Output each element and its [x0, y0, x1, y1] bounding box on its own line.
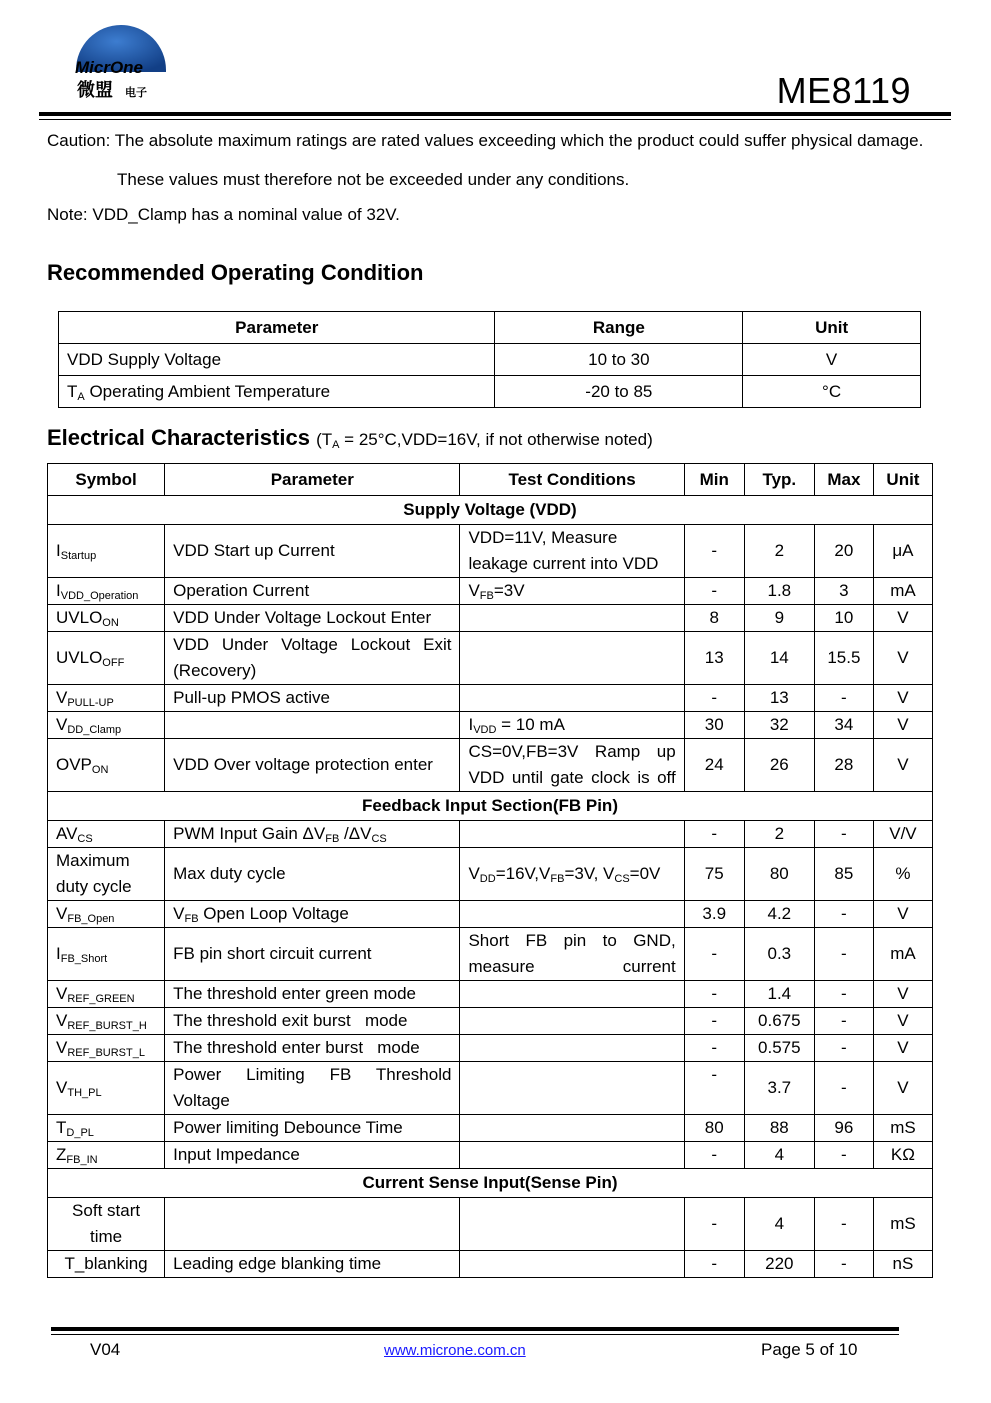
- table-row: [59, 376, 921, 408]
- rec-cell-param: VDD Supply Voltage: [59, 344, 495, 376]
- rec-title: Recommended Operating Condition: [47, 260, 424, 285]
- rec-cell-range: 10 to 30: [495, 344, 743, 376]
- rec-cell-param: $T_A$ Operating Ambient Temperature: [59, 376, 495, 408]
- col-max: Max: [814, 464, 873, 496]
- elec-table: [47, 463, 933, 1278]
- header-rule-thin: [39, 119, 951, 120]
- table-row: [59, 344, 921, 376]
- table-row: Soft start time - 4 - mS: [48, 1198, 933, 1251]
- table-row: $UVLO_{OFF}$ VDD Under Voltage Lockout Exit (Recovery) 13 14 15.5 V: [48, 632, 933, 685]
- table-row: $V_{PULL-UP}$ Pull-up PMOS active - 13 - V: [48, 685, 933, 712]
- col-unit: Unit: [873, 464, 932, 496]
- table-row: $Z_{FB\_IN}$ Input Impedance - 4 - KΩ: [48, 1142, 933, 1169]
- caution-line-2: These values must therefore not be exceeded under any conditions.: [117, 170, 630, 189]
- svg-text:电子: 电子: [125, 86, 147, 99]
- table-row: $I_{Startup}$ VDD Start up Current VDD=11V, Measure leakage current into VDD - 2 20 μA: [48, 525, 933, 578]
- model-number: ME8119: [776, 70, 911, 111]
- page-number: Page 5 of 10: [761, 1340, 858, 1359]
- note-line: Note: VDD_Clamp has a nominal value of 32V.: [47, 205, 400, 224]
- table-row: $V_{REF\_BURST\_H}$ The threshold exit burst mode - 0.675 - V: [48, 1008, 933, 1035]
- table-row: $V_{REF\_BURST\_L}$ The threshold enter burst mode - 0.575 - V: [48, 1035, 933, 1062]
- col-typ: Typ.: [744, 464, 814, 496]
- footer-rule: [51, 1327, 899, 1331]
- rec-header-row: [59, 312, 921, 344]
- elec-header-row: [48, 464, 933, 496]
- website-link[interactable]: www.microne.com.cn: [384, 1342, 526, 1359]
- table-row: $AV_{CS}$ PWM Input Gain $\Delta V_{FB}$ $/\Delta V_{CS}$ - 2 - V/V: [48, 821, 933, 848]
- col-test-conditions: Test Conditions: [460, 464, 684, 496]
- table-row: T_blanking Leading edge blanking time - 220 - nS: [48, 1251, 933, 1278]
- logo-text: MicrOne: [75, 58, 144, 77]
- table-row: $OVP_{ON}$ VDD Over voltage protection enter CS=0V,FB=3V Ramp up VDD until gate clock is off 24 26 28 V: [48, 739, 933, 792]
- footer-rule-thin: [51, 1334, 899, 1335]
- microne-logo: [70, 20, 170, 102]
- rec-col-parameter: Parameter: [59, 312, 495, 344]
- rec-col-unit: Unit: [743, 312, 921, 344]
- svg-text:微盟: 微盟: [77, 80, 113, 101]
- table-row: $I_{VDD\_Operation}$ Operation Current $V_{FB}=3V$ - 1.8 3 mA: [48, 578, 933, 605]
- table-row: Maximum duty cycle Max duty cycle $V_{DD}=16V,V_{FB}=3V$, $V_{CS}=0V$ 75 80 85 %: [48, 848, 933, 901]
- version-label: V04: [90, 1340, 121, 1359]
- table-row: $T_{D\_PL}$ Power limiting Debounce Time 80 88 96 mS: [48, 1115, 933, 1142]
- section-row-feedback: Feedback Input Section(FB Pin): [48, 792, 933, 821]
- section-row-supply: Supply Voltage (VDD): [48, 496, 933, 525]
- section-row-current-sense: Current Sense Input(Sense Pin): [48, 1169, 933, 1198]
- table-row: $V_{DD\_Clamp}$ $I_{VDD} = 10$ mA 30 32 34 V: [48, 712, 933, 739]
- rec-table: [58, 311, 921, 408]
- elec-title: Electrical Characteristics ($T_A = 25^\circ C,VDD=16V$, if not otherwise noted): [47, 425, 653, 451]
- table-row: $I_{FB\_Short}$ FB pin short circuit current Short FB pin to GND, measure current - 0.3 - mA: [48, 928, 933, 981]
- col-parameter: Parameter: [165, 464, 460, 496]
- elec-conditions-note: ($T_A = 25^\circ C,VDD=16V$, if not otherwise noted): [316, 430, 653, 451]
- rec-cell-unit: °C: [743, 376, 921, 408]
- table-row: $V_{TH\_PL}$ Power Limiting FB Threshold Voltage - 3.7 - V: [48, 1062, 933, 1115]
- header-rule: [39, 112, 951, 116]
- table-row: $UVLO_{ON}$ VDD Under Voltage Lockout Enter 8 9 10 V: [48, 605, 933, 632]
- table-row: $V_{REF\_GREEN}$ The threshold enter green mode - 1.4 - V: [48, 981, 933, 1008]
- col-min: Min: [684, 464, 744, 496]
- table-row: $V_{FB\_Open}$ $V_{FB}$ Open Loop Voltage 3.9 4.2 - V: [48, 901, 933, 928]
- rec-cell-range: -20 to 85: [495, 376, 743, 408]
- rec-cell-unit: V: [743, 344, 921, 376]
- col-symbol: Symbol: [48, 464, 165, 496]
- caution-line-1: Caution: The absolute maximum ratings are rated values exceeding which the product could suffer physical damage.: [47, 131, 924, 150]
- rec-col-range: Range: [495, 312, 743, 344]
